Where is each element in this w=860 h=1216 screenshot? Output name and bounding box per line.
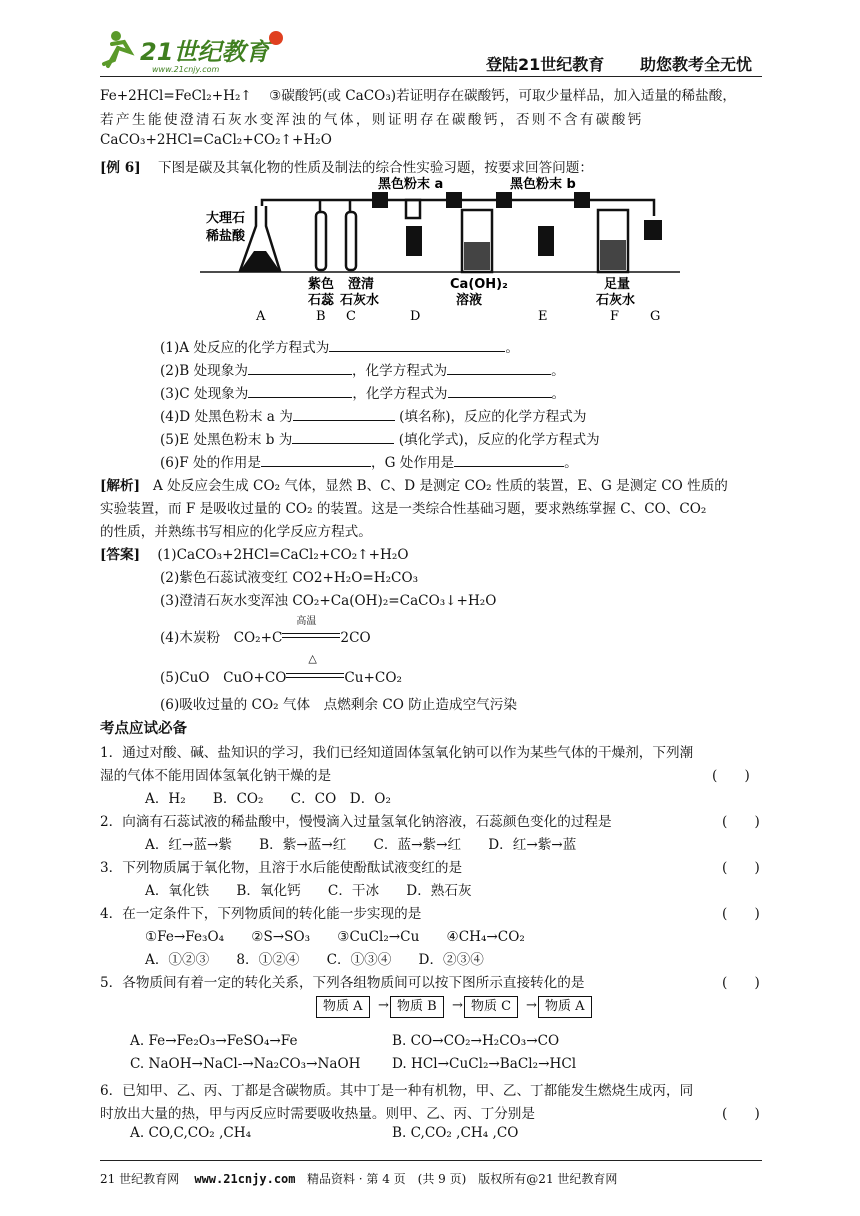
flow-box: 物质 A (316, 996, 370, 1018)
mcq-1-stem-2: 湿的气体不能用固体氢氧化钠干燥的是 (100, 768, 332, 784)
letter-c: C (346, 309, 356, 322)
mcq-6-stem-2: 时放出大量的热，甲与丙反应时需要吸收热量。则甲、乙、丙、丁分别是 (100, 1106, 535, 1122)
label-lime-3: 石灰水 (596, 293, 636, 308)
analysis-line-2: 实验装置，而 F 是吸收过量的 CO₂ 的装置。这是一类综合性基础习题，要求熟练掌握 C、CO、CO₂ (100, 501, 707, 517)
answer-blank[interactable] (248, 383, 352, 398)
mcq-1-options: A．H₂ B．CO₂ C．CO D．O₂ (145, 791, 391, 807)
label-solution: 溶液 (456, 293, 483, 308)
question-6: (6)F 处的作用是 ，G 处作用是 。 (160, 451, 578, 471)
footer-site: 21 世纪教育网 (100, 1172, 180, 1186)
mcq-4-stem: 4．在一定条件下，下列物质间的转化能一步实现的是 (100, 906, 422, 922)
mcq-4-sub: ①Fe→Fe₃O₄ ②S→SO₃ ③CuCl₂→Cu ④CH₄→CO₂ (145, 929, 525, 945)
mcq-6-option-b: B. C,CO₂ ,CH₄ ,CO (392, 1125, 519, 1141)
site-logo (100, 26, 290, 76)
letter-d: D (410, 309, 421, 322)
apparatus-diagram (200, 176, 680, 322)
mcq-5-answer-paren[interactable]: ( ) (722, 975, 760, 991)
flow-box: 物质 B (390, 996, 444, 1018)
answer-line-5: (5)CuO CuO+CO △ Cu+CO₂ (160, 652, 402, 686)
example-text: 下图是碳及其氧化物的性质及制法的综合性实验习题，按要求回答问题： (157, 160, 593, 176)
footer-divider (100, 1160, 762, 1161)
label-lime-1: 澄清 (348, 277, 375, 292)
flow-box: 物质 C (464, 996, 518, 1018)
answer-line-1: [答案] (1)CaCO₃+2HCl=CaCl₂+CO₂↑+H₂O (100, 547, 409, 563)
mcq-1-answer-paren[interactable]: ( ) (712, 768, 750, 784)
mcq-3-stem: 3．下列物质属于氧化物，且溶于水后能使酚酞试液变红的是 (100, 860, 463, 876)
intro-line-3: CaCO₃+2HCl=CaCl₂+CO₂↑+H₂O (100, 132, 332, 148)
header-slogan-left: 登陆21世纪教育 (486, 55, 605, 74)
mcq-2-answer-paren[interactable]: ( ) (722, 814, 760, 830)
header-divider (100, 76, 762, 77)
flow-box: 物质 A (538, 996, 592, 1018)
svg-text:21世纪教育: 21世纪教育 (140, 38, 270, 66)
reaction-condition-high-temp: 高温 (282, 628, 340, 642)
example-6-heading (100, 156, 593, 176)
answer-blank[interactable] (292, 429, 394, 444)
question-2: (2)B 处现象为 ，化学方程式为 。 (160, 359, 565, 379)
label-litmus-1: 紫色 (308, 277, 335, 292)
answer-line-6: (6)吸收过量的 CO₂ 气体 点燃剩余 CO 防止造成空气污染 (160, 697, 517, 713)
answer-blank[interactable] (261, 452, 371, 467)
mcq-5-stem: 5．各物质间有着一定的转化关系，下列各组物质间可以按下图所示直接转化的是 (100, 975, 585, 991)
letter-f: F (610, 309, 620, 322)
header-slogan-right: 助您教考全无忧 (640, 55, 753, 74)
answer-line-4: (4)木炭粉 CO₂+C 高温 2CO (160, 616, 371, 646)
logo-runner-icon (100, 26, 290, 76)
intro-text: ③碳酸钙(或 CaCO₃)若证明存在碳酸钙，可取少量样品，加入适量的稀盐酸， (269, 88, 736, 104)
mcq-2-options: A．红→蓝→紫 B．紫→蓝→红 C．蓝→紫→红 D．红→紫→蓝 (145, 837, 577, 853)
arrow-right-icon: → (526, 998, 537, 1013)
mcq-6-stem-1: 6．已知甲、乙、丙、丁都是含碳物质。其中丁是一种有机物，甲、乙、丁都能发生燃烧生成丙，同 (100, 1083, 694, 1099)
letter-b: B (316, 309, 326, 322)
mcq-5-option-c: C. NaOH→NaCl-→Na₂CO₃→NaOH (130, 1056, 361, 1072)
section-title: 考点应试必备 (100, 720, 187, 737)
intro-equation: Fe+2HCl=FeCl₂+H₂↑ (100, 88, 252, 104)
answer-blank[interactable] (329, 337, 505, 352)
mcq-5-option-b: B. CO→CO₂→H₂CO₃→CO (392, 1033, 560, 1049)
page-footer (100, 1170, 617, 1187)
letter-a: A (256, 309, 266, 322)
mcq-6-answer-paren[interactable]: ( ) (722, 1106, 760, 1122)
question-1: (1)A 处反应的化学方程式为 。 (160, 336, 519, 356)
analysis-tag: [解析] (100, 478, 141, 494)
mcq-1-stem-1: 1．通过对酸、碱、盐知识的学习，我们已经知道固体氢氧化钠可以作为某些气体的干燥剂，下列潮 (100, 745, 694, 761)
mcq-4-answer-paren[interactable]: ( ) (722, 906, 760, 922)
question-5: (5)E 处黑色粉末 b 为 (填化学式)，反应的化学方程式为 (160, 428, 600, 448)
label-caoh2: Ca(OH)₂ (450, 277, 508, 292)
svg-text:www.21cnjy.com: www.21cnjy.com (152, 65, 220, 74)
mcq-3-answer-paren[interactable]: ( ) (722, 860, 760, 876)
analysis-line-3: 的性质，并熟练书写相应的化学反应方程式。 (100, 524, 372, 540)
label-lime-2: 石灰水 (340, 293, 380, 308)
question-4: (4)D 处黑色粉末 a 为 (填名称)，反应的化学方程式为 (160, 405, 586, 425)
arrow-right-icon: → (452, 998, 463, 1013)
answer-tag: [答案] (100, 547, 141, 563)
label-powder-b: 黑色粉末 b (510, 177, 576, 192)
label-powder-a: 黑色粉末 a (378, 177, 444, 192)
mcq-6-option-a: A. CO,C,CO₂ ,CH₄ (130, 1125, 252, 1141)
mcq-3-options: A．氧化铁 B．氧化钙 C．干冰 D．熟石灰 (145, 883, 472, 899)
example-tag: [例 6] (100, 160, 141, 176)
mcq-5-option-a: A. Fe→Fe₂O₃→FeSO₄→Fe (130, 1033, 298, 1049)
question-3: (3)C 处现象为 ，化学方程式为 。 (160, 382, 565, 402)
answer-blank[interactable] (293, 406, 395, 421)
footer-url[interactable]: www.21cnjy.com (194, 1172, 296, 1186)
label-litmus-2: 石蕊 (308, 293, 335, 308)
apparatus-svg (200, 176, 680, 322)
label-marble: 大理石 (206, 211, 246, 226)
label-enough: 足量 (604, 277, 631, 292)
reaction-condition-heat: △ (286, 668, 344, 682)
mcq-2-stem: 2．向滴有石蕊试液的稀盐酸中，慢慢滴入过量氢氧化钠溶液，石蕊颜色变化的过程是 (100, 814, 612, 830)
mcq-5-option-d: D. HCl→CuCl₂→BaCl₂→HCl (392, 1056, 577, 1072)
analysis-line-1: [解析] A 处反应会生成 CO₂ 气体，显然 B、C、D 是测定 CO₂ 性质的装置，E、G 是测定 CO 性质的 (100, 478, 728, 494)
answer-blank[interactable] (248, 360, 352, 375)
footer-info: 精品资料 · 第 4 页 (共 9 页) 版权所有@21 世纪教育网 (306, 1172, 618, 1186)
letter-g: G (650, 309, 661, 322)
intro-line-2: 若产生能使澄清石灰水变浑浊的气体，则证明存在碳酸钙，否则不含有碳酸钙 (100, 112, 644, 128)
letter-e: E (538, 309, 548, 322)
answer-blank[interactable] (447, 360, 551, 375)
answer-blank[interactable] (454, 452, 564, 467)
intro-line-1 (100, 84, 736, 104)
answer-line-2: (2)紫色石蕊试液变红 CO2+H₂O=H₂CO₃ (160, 570, 419, 586)
arrow-right-icon: → (378, 998, 389, 1013)
answer-blank[interactable] (448, 383, 552, 398)
mcq-4-options: A．①②③ 8．①②④ C．①③④ D．②③④ (145, 952, 484, 968)
answer-line-3: (3)澄清石灰水变浑浊 CO₂+Ca(OH)₂=CaCO₃↓+H₂O (160, 593, 497, 609)
label-acid: 稀盐酸 (206, 229, 246, 244)
